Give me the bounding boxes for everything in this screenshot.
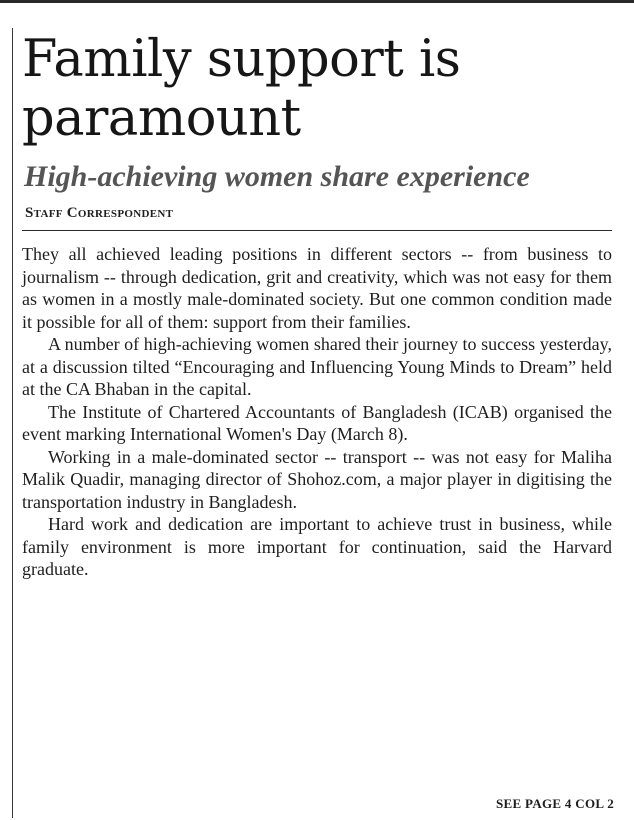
subheadline: High-achieving women share experience bbox=[24, 160, 530, 193]
paragraph: Hard work and dedication are important to achieve trust in business, while family environment is more important for continuation, said the Harvard graduate. bbox=[22, 514, 612, 579]
news-article bbox=[22, 30, 614, 581]
headline: Family support is paramount bbox=[22, 30, 461, 148]
column-left-rule bbox=[12, 28, 13, 818]
paragraph: Working in a male-dominated sector -- transport -- was not easy for Maliha Malik Quadir, managing director of Shohoz.com, a major player in digitising the transportation industry in Bangladesh. bbox=[22, 446, 612, 512]
paragraph: A number of high-achieving women shared their journey to success yesterday, at a discussion tilted “Encouraging and Influencing Young Minds to Dream” held at the CA Bhaban in the capital. bbox=[22, 334, 612, 399]
top-border-rule bbox=[0, 0, 634, 3]
byline-divider bbox=[22, 230, 612, 231]
continuation-jump-line: SEE PAGE 4 COL 2 bbox=[496, 796, 614, 811]
article-body bbox=[22, 243, 612, 581]
paragraph: They all achieved leading positions in different sectors -- from business to journalism -- through dedication, grit and creativity, which was not easy for them as women in a mostly male-dominated society. But one common condition made it possible for all of them: support from their families. bbox=[22, 244, 612, 332]
byline: Staff Correspondent bbox=[25, 205, 174, 221]
paragraph: The Institute of Chartered Accountants of Bangladesh (ICAB) organised the event marking International Women's Day (March 8). bbox=[22, 401, 612, 444]
